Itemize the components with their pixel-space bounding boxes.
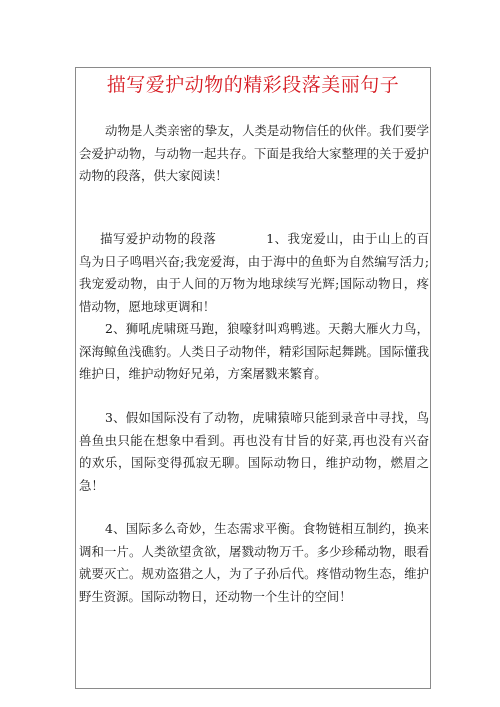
paragraph-1-text: 1、我宠爱山，由于山上的百鸟为日子鸣唱兴奋;我宠爱海，由于海中的鱼虾为自然编写活力;我宠爱动物，由于人间的万物为地球续写光辉;国际动物日，疼惜动物，愿地球更调和！ — [79, 231, 429, 314]
section-paragraph-1 — [79, 228, 429, 318]
intro-paragraph: 动物是人类亲密的挚友，人类是动物信任的伙伴。我们要学会爱护动物，与动物一起共存。下面是我给大家整理的关于爱护动物的段落，供大家阅读！ — [79, 123, 429, 184]
paragraph-2: 2、狮吼虎啸斑马跑，狼嚎豺叫鸡鸭逃。天鹅大雁火力鸟，深海鲸鱼浅礁豹。人类日子动物伴，精彩国际起舞跳。国际懂我维护日，维护动物好兄弟，方案屠戮来繁育。 — [79, 321, 429, 382]
document-title: 描写爱护动物的精彩段落美丽句子 — [106, 74, 400, 96]
paragraph-3: 3、假如国际没有了动物，虎啸猿啼只能到录音中寻找，鸟兽鱼虫只能在想象中看到。再也没有甘旨的好菜,再也没有兴奋的欢乐，国际变得孤寂无聊。国际动物日，维护动物，燃眉之急！ — [79, 410, 429, 493]
section-heading: 描写爱护动物的段落 — [100, 231, 217, 246]
paragraph-4: 4、国际多么奇妙，生态需求平衡。食物链相互制约，换来调和一片。人类欲望贪欲，屠戮动物万千。多少珍稀动物，眼看就要灭亡。规劝盗猎之人，为了子孙后代。疼惜动物生态，维护野生资源。国际动物日，还动物一个生计的空间！ — [79, 521, 429, 604]
